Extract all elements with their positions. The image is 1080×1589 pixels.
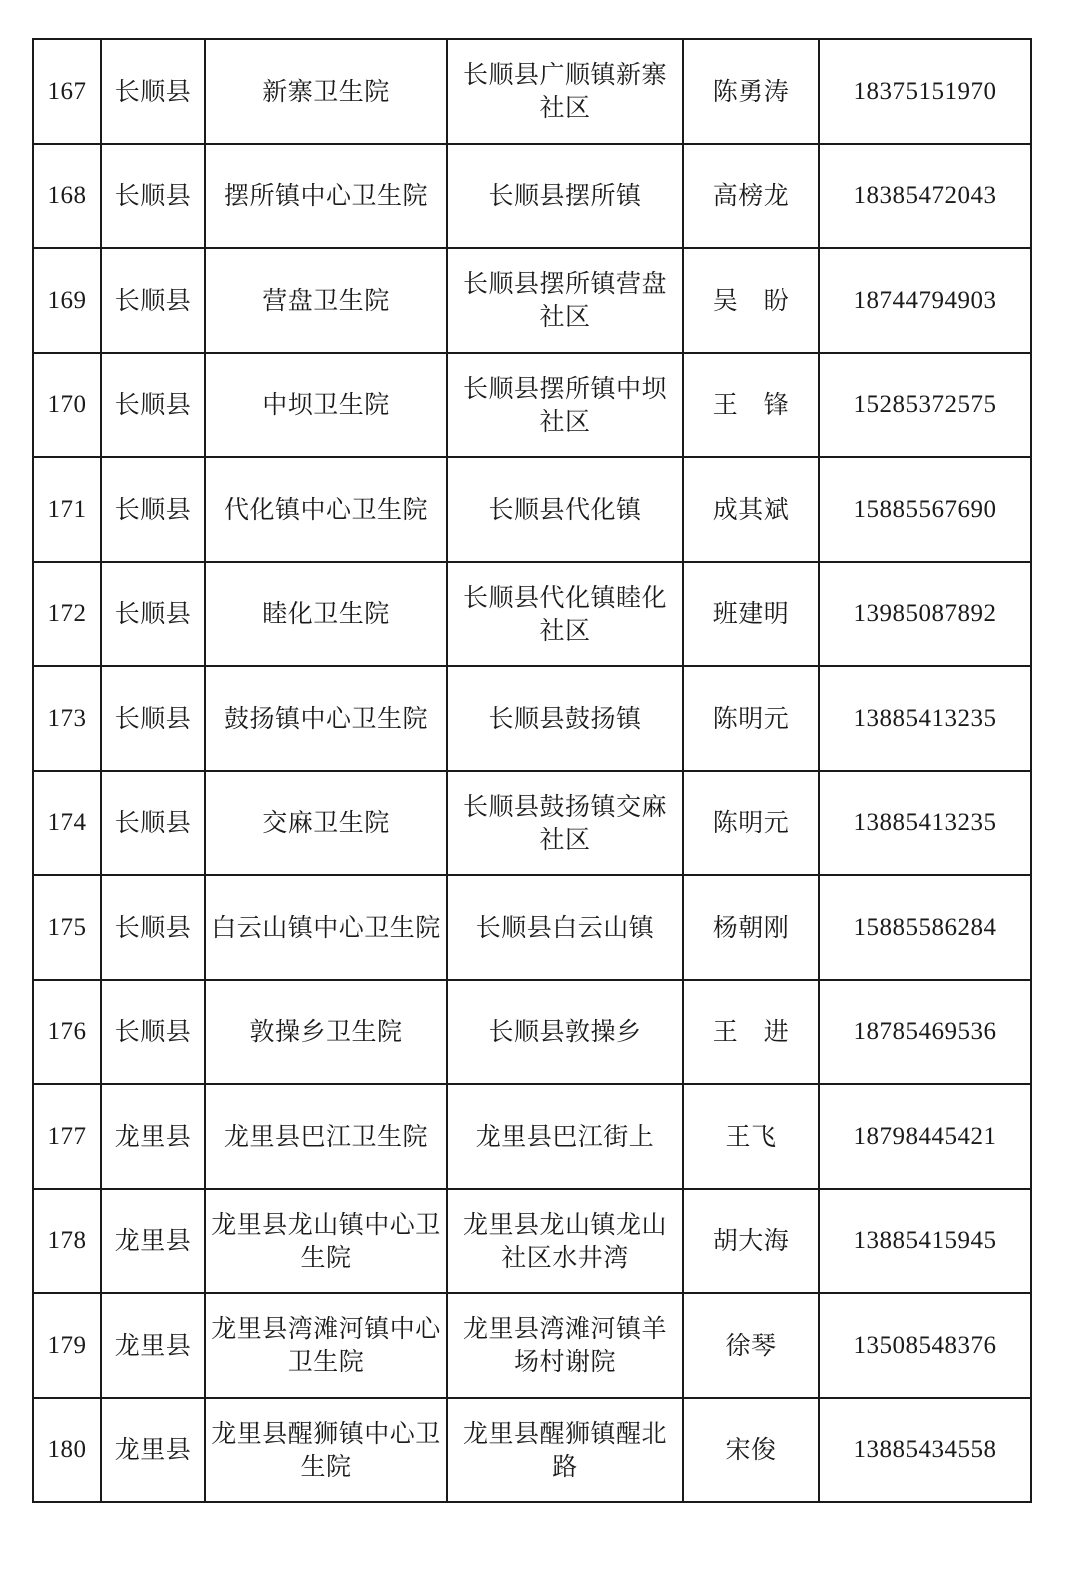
contact-cell: 王飞 [683,1084,819,1189]
contact-cell: 王 进 [683,980,819,1085]
table-row [33,353,1031,458]
county-cell: 龙里县 [101,1189,205,1294]
county-cell: 长顺县 [101,248,205,353]
document-page [32,38,1030,1503]
phone-cell: 15885586284 [819,875,1031,980]
contact-cell: 宋俊 [683,1398,819,1503]
institution-cell: 敦操乡卫生院 [205,980,447,1085]
phone-cell: 13885434558 [819,1398,1031,1503]
contact-cell: 杨朝刚 [683,875,819,980]
table-row [33,144,1031,249]
institution-cell: 龙里县巴江卫生院 [205,1084,447,1189]
row-number: 170 [33,353,101,458]
address-cell: 长顺县广顺镇新寨社区 [447,39,683,144]
row-number: 171 [33,457,101,562]
phone-cell: 18375151970 [819,39,1031,144]
contact-cell: 高榜龙 [683,144,819,249]
table-row [33,980,1031,1085]
table-row [33,1084,1031,1189]
institution-cell: 龙里县湾滩河镇中心卫生院 [205,1293,447,1398]
contact-cell: 王 锋 [683,353,819,458]
table-row [33,875,1031,980]
county-cell: 长顺县 [101,666,205,771]
row-number: 180 [33,1398,101,1503]
table-row [33,39,1031,144]
phone-cell: 18744794903 [819,248,1031,353]
contact-cell: 成其斌 [683,457,819,562]
institution-cell: 白云山镇中心卫生院 [205,875,447,980]
row-number: 176 [33,980,101,1085]
row-number: 179 [33,1293,101,1398]
address-cell: 龙里县醒狮镇醒北路 [447,1398,683,1503]
county-cell: 龙里县 [101,1293,205,1398]
county-cell: 长顺县 [101,875,205,980]
contact-cell: 徐琴 [683,1293,819,1398]
address-cell: 长顺县鼓扬镇交麻社区 [447,771,683,876]
county-cell: 长顺县 [101,980,205,1085]
phone-cell: 18798445421 [819,1084,1031,1189]
county-cell: 龙里县 [101,1084,205,1189]
address-cell: 长顺县摆所镇中坝社区 [447,353,683,458]
table-row [33,771,1031,876]
address-cell: 长顺县摆所镇 [447,144,683,249]
county-cell: 长顺县 [101,457,205,562]
row-number: 173 [33,666,101,771]
address-cell: 长顺县代化镇 [447,457,683,562]
phone-cell: 18385472043 [819,144,1031,249]
contact-cell: 陈明元 [683,666,819,771]
table-row [33,1189,1031,1294]
row-number: 175 [33,875,101,980]
institution-cell: 营盘卫生院 [205,248,447,353]
contact-cell: 陈明元 [683,771,819,876]
institution-cell: 龙里县龙山镇中心卫生院 [205,1189,447,1294]
table-row [33,1293,1031,1398]
address-cell: 长顺县鼓扬镇 [447,666,683,771]
institution-cell: 交麻卫生院 [205,771,447,876]
table-row [33,457,1031,562]
address-cell: 长顺县代化镇睦化社区 [447,562,683,667]
row-number: 178 [33,1189,101,1294]
health-center-table [32,38,1032,1503]
row-number: 167 [33,39,101,144]
address-cell: 龙里县巴江街上 [447,1084,683,1189]
institution-cell: 摆所镇中心卫生院 [205,144,447,249]
phone-cell: 13885413235 [819,771,1031,876]
institution-cell: 中坝卫生院 [205,353,447,458]
address-cell: 龙里县龙山镇龙山社区水井湾 [447,1189,683,1294]
table-row [33,562,1031,667]
county-cell: 长顺县 [101,39,205,144]
county-cell: 长顺县 [101,353,205,458]
county-cell: 长顺县 [101,771,205,876]
row-number: 174 [33,771,101,876]
phone-cell: 18785469536 [819,980,1031,1085]
row-number: 177 [33,1084,101,1189]
phone-cell: 15885567690 [819,457,1031,562]
address-cell: 长顺县敦操乡 [447,980,683,1085]
phone-cell: 13508548376 [819,1293,1031,1398]
row-number: 168 [33,144,101,249]
institution-cell: 代化镇中心卫生院 [205,457,447,562]
table-row [33,248,1031,353]
institution-cell: 龙里县醒狮镇中心卫生院 [205,1398,447,1503]
contact-cell: 吴 盼 [683,248,819,353]
address-cell: 长顺县摆所镇营盘社区 [447,248,683,353]
institution-cell: 鼓扬镇中心卫生院 [205,666,447,771]
row-number: 169 [33,248,101,353]
phone-cell: 13985087892 [819,562,1031,667]
contact-cell: 陈勇涛 [683,39,819,144]
contact-cell: 胡大海 [683,1189,819,1294]
table-row [33,666,1031,771]
county-cell: 长顺县 [101,144,205,249]
address-cell: 长顺县白云山镇 [447,875,683,980]
contact-cell: 班建明 [683,562,819,667]
phone-cell: 15285372575 [819,353,1031,458]
phone-cell: 13885413235 [819,666,1031,771]
county-cell: 龙里县 [101,1398,205,1503]
county-cell: 长顺县 [101,562,205,667]
institution-cell: 睦化卫生院 [205,562,447,667]
table-row [33,1398,1031,1503]
row-number: 172 [33,562,101,667]
phone-cell: 13885415945 [819,1189,1031,1294]
address-cell: 龙里县湾滩河镇羊场村谢院 [447,1293,683,1398]
institution-cell: 新寨卫生院 [205,39,447,144]
